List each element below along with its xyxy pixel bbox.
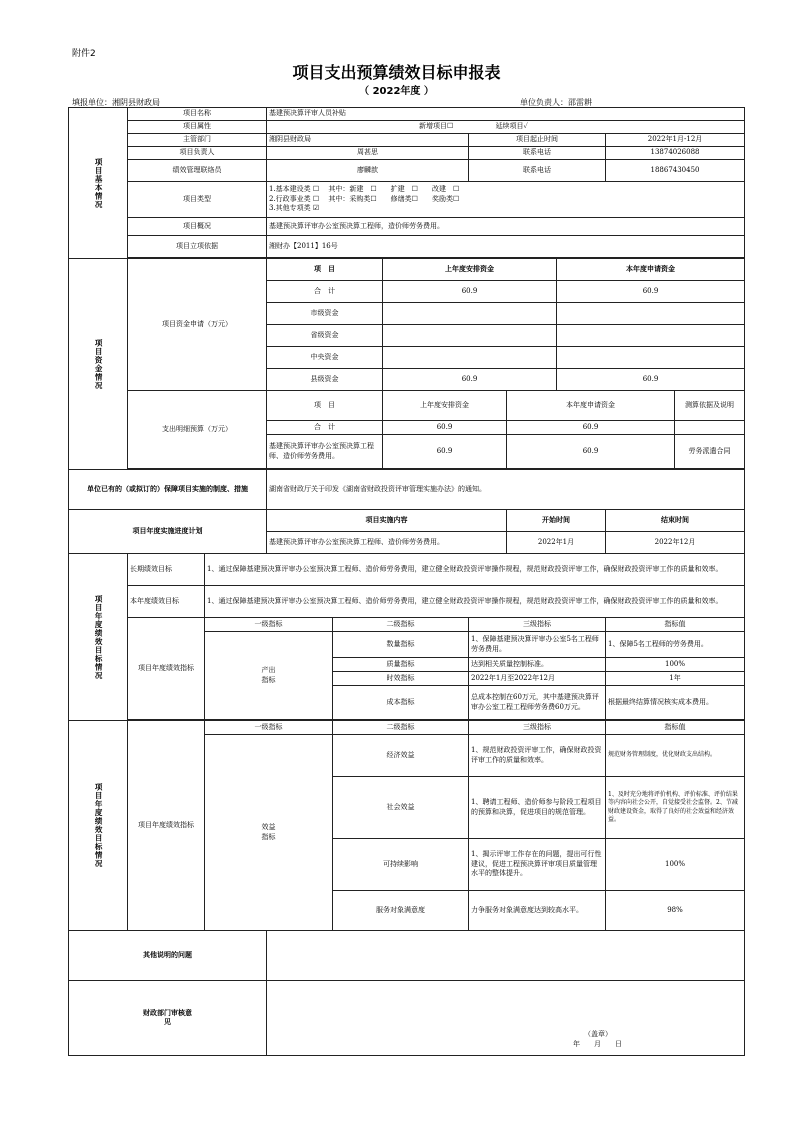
dept-label: 主管部门	[128, 134, 267, 147]
other-label: 其他说明的问题	[69, 931, 267, 981]
output-indicator: 产出指标	[205, 632, 333, 720]
detail-row-basis[interactable]	[675, 421, 745, 435]
section-goals-2: 项目年度绩效目标情况	[69, 721, 128, 931]
owner-value[interactable]: 周甚思	[267, 147, 469, 160]
detail-row-basis[interactable]: 劳务派遣合同	[675, 435, 745, 469]
indicator-label-2: 项目年度绩效指标	[128, 721, 205, 931]
plan-end[interactable]: 2022年12月	[606, 532, 745, 554]
benefit-indicator: 效益指标	[205, 735, 333, 931]
funds-row-name: 市级资金	[267, 303, 383, 325]
long-goal-value[interactable]: 1、通过保障基建预决算评审办公室预决算工程师、造价师劳务费用，建立健全财政投资评审操作规程，规范财政投资评审工作，确保财政投资评审工作的质量和效率。	[205, 554, 745, 586]
funds-row-last[interactable]: 60.9	[383, 281, 557, 303]
funds-row-this[interactable]	[557, 347, 745, 369]
benefit-val[interactable]: 100%	[606, 839, 745, 891]
attr-new: 新增项目☐	[419, 122, 454, 131]
funds-row-this[interactable]	[557, 325, 745, 347]
section-goals: 项目年度绩效目标情况	[69, 554, 128, 721]
benefit-val[interactable]: 规范财务管理制度，优化财政支出结构。	[606, 735, 745, 777]
detail-row-name: 合 计	[267, 421, 383, 435]
ind-h4: 指标值	[606, 618, 745, 632]
project-attr-label: 项目属性	[128, 121, 267, 134]
benefit-l2: 经济效益	[333, 735, 469, 777]
period-value[interactable]: 2022年1月-12月	[606, 134, 745, 147]
output-val[interactable]: 根据最终结算情况核实成本费用。	[606, 686, 745, 720]
funds-row-this[interactable]: 60.9	[557, 369, 745, 391]
detail-col-this: 本年度申请资金	[507, 391, 675, 421]
phone2-value[interactable]: 18867430450	[606, 160, 745, 182]
output-l2: 质量指标	[333, 658, 469, 672]
project-name-value[interactable]: 基建预决算评审人员补贴	[267, 108, 745, 121]
type-options[interactable]	[267, 182, 745, 218]
funds-row-this[interactable]: 60.9	[557, 281, 745, 303]
funds-row-last[interactable]	[383, 325, 557, 347]
owner-label: 项目负责人	[128, 147, 267, 160]
indicator-label: 项目年度绩效指标	[128, 618, 205, 720]
benefit-l2: 社会效益	[333, 777, 469, 839]
benefit-l3[interactable]: 1、揭示评审工作存在的问题，提出可行性建议，促进工程预决算评审项目质量管理水平的整体提升。	[469, 839, 606, 891]
detail-col-item: 项 目	[267, 391, 383, 421]
detail-row-this[interactable]: 60.9	[507, 435, 675, 469]
plan-col-end: 结束时间	[606, 510, 745, 532]
funds-col-last: 上年度安排资金	[383, 259, 557, 281]
ind2-h3: 三级指标	[469, 721, 606, 735]
funds-row-name: 省级资金	[267, 325, 383, 347]
year-goal-value[interactable]: 1、通过保障基建预决算评审办公室预决算工程师、造价师劳务费用，建立健全财政投资评审操作规程，规范财政投资评审工作，确保财政投资评审工作的质量和效率。	[205, 586, 745, 618]
phone2-label: 联系电话	[469, 160, 606, 182]
benefit-val[interactable]: 98%	[606, 891, 745, 931]
output-val[interactable]: 1、保障5名工程师的劳务费用。	[606, 632, 745, 658]
plan-content[interactable]: 基建预决算评审办公室预决算工程师、造价师劳务费用。	[267, 532, 507, 554]
phone-label: 联系电话	[469, 147, 606, 160]
type-line-3: 3.其他专项类 ☑	[269, 204, 320, 213]
ind-h1: 一级指标	[205, 618, 333, 632]
detail-row-this[interactable]: 60.9	[507, 421, 675, 435]
review-seal: （盖章）	[584, 1030, 613, 1039]
attachment-label: 附件2	[72, 49, 96, 59]
funds-row-last[interactable]	[383, 347, 557, 369]
long-goal-label: 长期绩效目标	[128, 554, 205, 586]
system-value[interactable]: 湖南省财政厅关于印发《湖南省财政投资评审管理实施办法》的通知。	[267, 470, 745, 510]
perf-contact-value[interactable]: 廖麟歆	[267, 160, 469, 182]
ind2-h1: 一级指标	[205, 721, 333, 735]
attr-cont: 延续项目✓	[495, 122, 529, 131]
review-label: 财政部门审核意见	[69, 981, 267, 1056]
review-date: 年 月 日	[573, 1039, 623, 1048]
overview-label: 项目概况	[128, 218, 267, 236]
year-label: （ 2022年度 ）	[359, 86, 434, 97]
funds-apply-label: 项目资金申请（万元）	[128, 259, 267, 391]
plan-col-content: 项目实施内容	[267, 510, 507, 532]
detail-row-last[interactable]: 60.9	[383, 421, 507, 435]
output-l3[interactable]: 总成本控制在60万元，其中基建预决算评审办公室工程工程师劳务费60万元。	[469, 686, 606, 720]
performance-form	[68, 107, 745, 1056]
funds-col-item: 项 目	[267, 259, 383, 281]
period-label: 项目起止时间	[469, 134, 606, 147]
detail-row-name: 基建预决算评审办公室预决算工程师、造价师劳务费用。	[267, 435, 383, 469]
year-goal-label: 本年度绩效目标	[128, 586, 205, 618]
funds-detail-label: 支出明细预算（万元）	[128, 391, 267, 469]
unit-leader: 单位负责人：邵雷耕	[520, 98, 592, 107]
detail-row-last[interactable]: 60.9	[383, 435, 507, 469]
project-attr-value[interactable]	[267, 121, 745, 134]
ind-h2: 二级指标	[333, 618, 469, 632]
overview-value[interactable]: 基建预决算评审办公室预决算工程师，造价师劳务费用。	[267, 218, 745, 236]
plan-label: 项目年度实施进度计划	[69, 510, 267, 554]
output-l3[interactable]: 达到相关质量控制标准。	[469, 658, 606, 672]
type-label: 项目类型	[128, 182, 267, 218]
review-value[interactable]	[267, 981, 745, 1056]
output-l3[interactable]: 2022年1月至2022年12月	[469, 672, 606, 686]
ind2-h2: 二级指标	[333, 721, 469, 735]
output-val[interactable]: 100%	[606, 658, 745, 672]
other-value[interactable]	[267, 931, 745, 981]
funds-row-last[interactable]: 60.9	[383, 369, 557, 391]
benefit-l3[interactable]: 1、规范财政投资评审工作，确保财政投资评审工作的质量和效率。	[469, 735, 606, 777]
benefit-val[interactable]: 1、及时充分地将评价机构、评价标准、评价结果等内容向社会公开，自觉接受社会监督。2、节减财政建设资金，取得了良好的社会效益和经济效益。	[606, 777, 745, 839]
dept-value[interactable]: 湘阴县财政局	[267, 134, 469, 147]
phone-value[interactable]: 13874026088	[606, 147, 745, 160]
section-funds: 项目资金情况	[69, 259, 128, 470]
funds-row-last[interactable]	[383, 303, 557, 325]
plan-start[interactable]: 2022年1月	[507, 532, 606, 554]
funds-row-name: 中央资金	[267, 347, 383, 369]
type-line-1: 1.基本建设类 ☐ 其中：新建 ☐ 扩建 ☐ 改建 ☐	[269, 185, 460, 194]
ind2-h4: 指标值	[606, 721, 745, 735]
output-l2: 时效指标	[333, 672, 469, 686]
basis-value[interactable]: 湘财办【2011】16号	[267, 236, 745, 258]
section-basic: 项目基本情况	[69, 108, 128, 259]
output-val[interactable]: 1年	[606, 672, 745, 686]
output-l3[interactable]: 1、保障基建预决算评审办公室5名工程师劳务费用。	[469, 632, 606, 658]
funds-row-name: 县级资金	[267, 369, 383, 391]
basis-label: 项目立项依据	[128, 236, 267, 258]
output-l2: 数量指标	[333, 632, 469, 658]
benefit-l2: 服务对象满意度	[333, 891, 469, 931]
benefit-l2: 可持续影响	[333, 839, 469, 891]
ind-h3: 三级指标	[469, 618, 606, 632]
output-l2: 成本指标	[333, 686, 469, 720]
perf-contact-label: 绩效管理联络员	[128, 160, 267, 182]
benefit-l3[interactable]: 力争服务对象满意度达到较高水平。	[469, 891, 606, 931]
funds-row-this[interactable]	[557, 303, 745, 325]
plan-col-start: 开始时间	[507, 510, 606, 532]
detail-col-basis: 测算依据及说明	[675, 391, 745, 421]
benefit-l3[interactable]: 1、聘请工程师、造价师参与阶段工程项目的预算和决算，促进项目的规范管理。	[469, 777, 606, 839]
detail-col-last: 上年度安排资金	[383, 391, 507, 421]
funds-row-name: 合 计	[267, 281, 383, 303]
page-title: 项目支出预算绩效目标申报表	[292, 63, 501, 82]
filler-unit: 填报单位：湘阴县财政局	[72, 98, 160, 107]
system-label: 单位已有的（或拟订的）保障项目实施的制度、措施	[69, 470, 267, 510]
funds-col-this: 本年度申请资金	[557, 259, 745, 281]
project-name-label: 项目名称	[128, 108, 267, 121]
type-line-2: 2.行政事业类 ☐ 其中：采购类☐ 修缮类☐ 奖励类☐	[269, 194, 460, 203]
